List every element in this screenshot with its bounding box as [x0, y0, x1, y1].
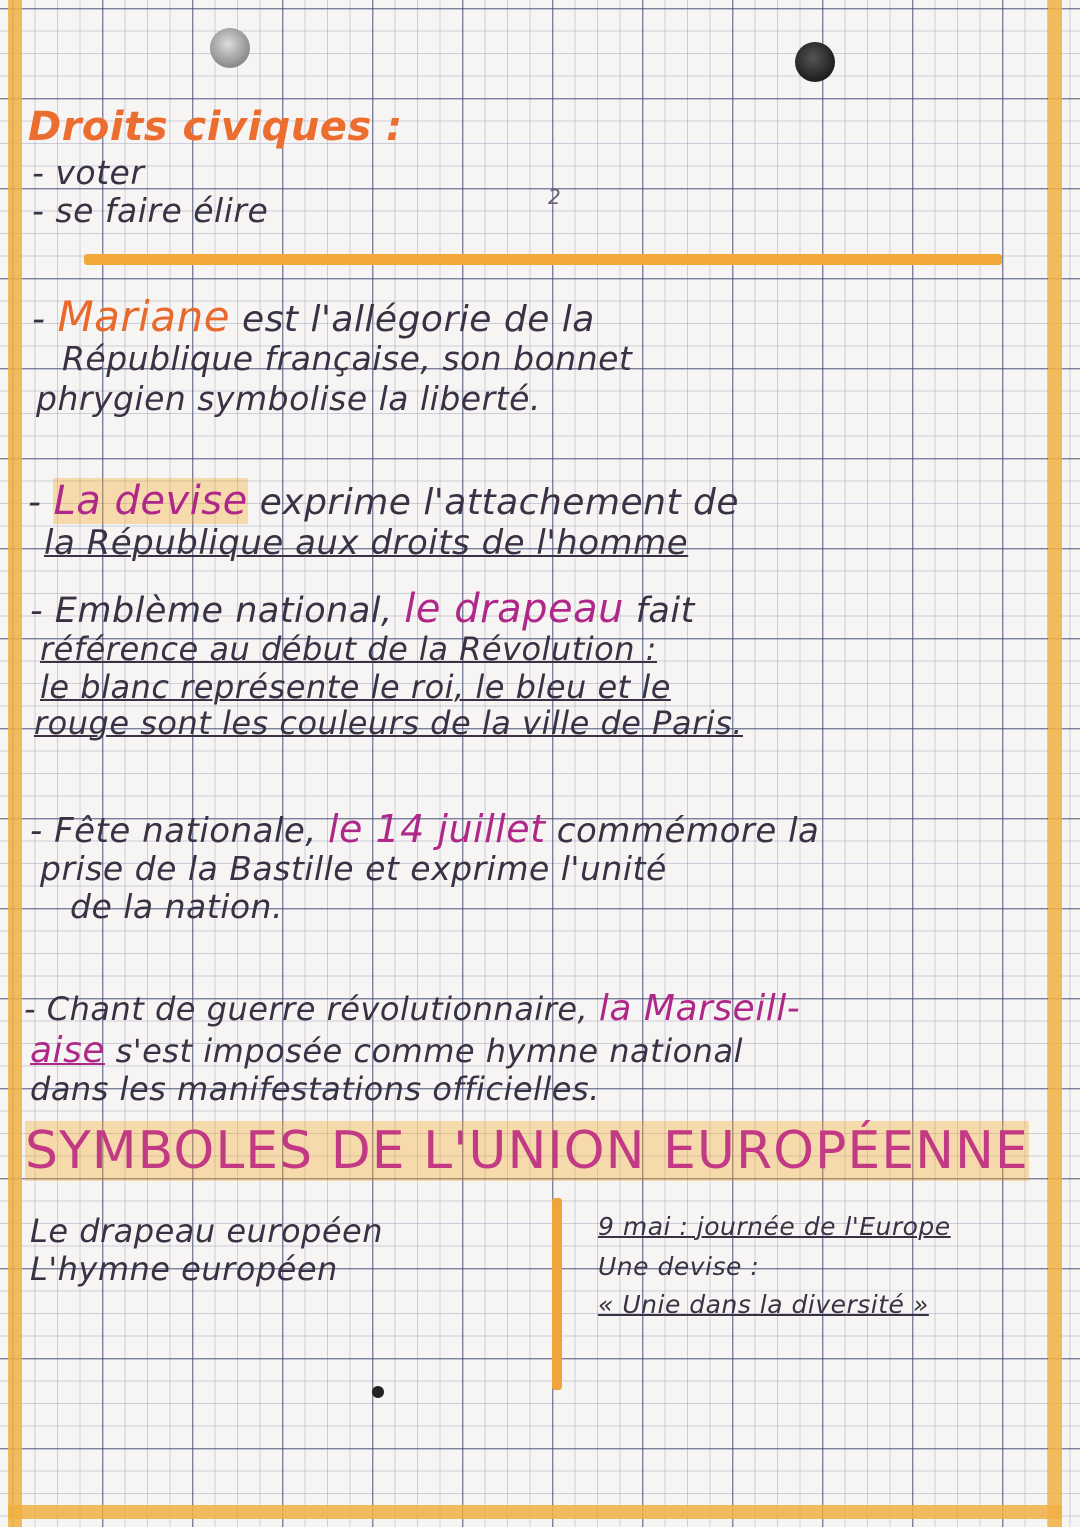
- mariane-dash: -: [32, 299, 58, 340]
- right-margin-border: [1048, 0, 1062, 1527]
- mariane-line-2: République française, son bonnet: [62, 339, 633, 378]
- marseillaise-lead: - Chant de guerre révolutionnaire,: [24, 990, 599, 1028]
- droit-item: - voter: [32, 153, 145, 192]
- devise-line-2: la République aux droits de l'homme: [44, 523, 689, 563]
- punch-hole-left: [210, 28, 250, 68]
- drapeau-text: fait: [623, 591, 695, 631]
- devise-text: exprime l'attachement de: [247, 482, 739, 523]
- fete-line-2: prise de la Bastille et exprime l'unité: [40, 849, 667, 888]
- droit-item: - se faire élire: [32, 191, 269, 230]
- drapeau-lead: - Emblème national,: [30, 591, 405, 631]
- bottom-margin-border: [8, 1505, 1062, 1519]
- devise-dash: -: [28, 482, 54, 523]
- punch-hole-right: [795, 42, 835, 82]
- eu-left-item: L'hymne européen: [30, 1250, 338, 1288]
- column-divider: [552, 1198, 562, 1390]
- eu-section-title-text: SYMBOLES DE L'UNION EUROPÉENNE: [25, 1121, 1029, 1181]
- marseillaise-term-a: la Marseill-: [598, 988, 801, 1029]
- drapeau-term: le drapeau: [404, 586, 624, 632]
- devise-line-1: [28, 478, 739, 524]
- separator-rule: [84, 254, 1002, 265]
- fete-line-1: [30, 807, 820, 851]
- mariane-term: Mariane: [57, 292, 231, 341]
- mariane-line-1: [32, 292, 595, 341]
- ink-dot: [372, 1386, 384, 1398]
- fete-lead: - Fête nationale,: [30, 811, 328, 851]
- fete-line-3: de la nation.: [70, 887, 283, 926]
- mariane-line-3: phrygien symbolise la liberté.: [36, 379, 541, 418]
- heading-droits-civiques: Droits civiques :: [28, 104, 403, 150]
- eu-right-item: « Unie dans la diversité »: [598, 1290, 929, 1319]
- eu-right-item: Une devise :: [598, 1252, 760, 1281]
- drapeau-line-2: référence au début de la Révolution :: [40, 630, 657, 668]
- fete-text: commémore la: [545, 811, 820, 851]
- drapeau-line-4: rouge sont les couleurs de la ville de Paris.: [34, 704, 743, 742]
- page-mark: 2: [548, 185, 561, 209]
- eu-left-item: Le drapeau européen: [30, 1212, 383, 1250]
- marseillaise-text: s'est imposée comme hymne national: [104, 1032, 743, 1070]
- drapeau-line-3: le blanc représente le roi, le bleu et le: [40, 668, 671, 706]
- eu-section-title: [25, 1123, 1029, 1179]
- fete-term: le 14 juillet: [327, 807, 546, 851]
- marseillaise-line-3: dans les manifestations officielles.: [30, 1070, 600, 1108]
- marseillaise-line-2: [30, 1032, 743, 1070]
- marseillaise-line-1: [24, 990, 800, 1028]
- drapeau-line-1: [30, 586, 695, 632]
- eu-right-item: 9 mai : journée de l'Europe: [598, 1212, 951, 1241]
- mariane-text: est l'allégorie de la: [230, 299, 595, 340]
- left-margin-border: [8, 0, 22, 1527]
- marseillaise-term-b: aise: [30, 1030, 105, 1071]
- devise-term: La devise: [53, 478, 248, 524]
